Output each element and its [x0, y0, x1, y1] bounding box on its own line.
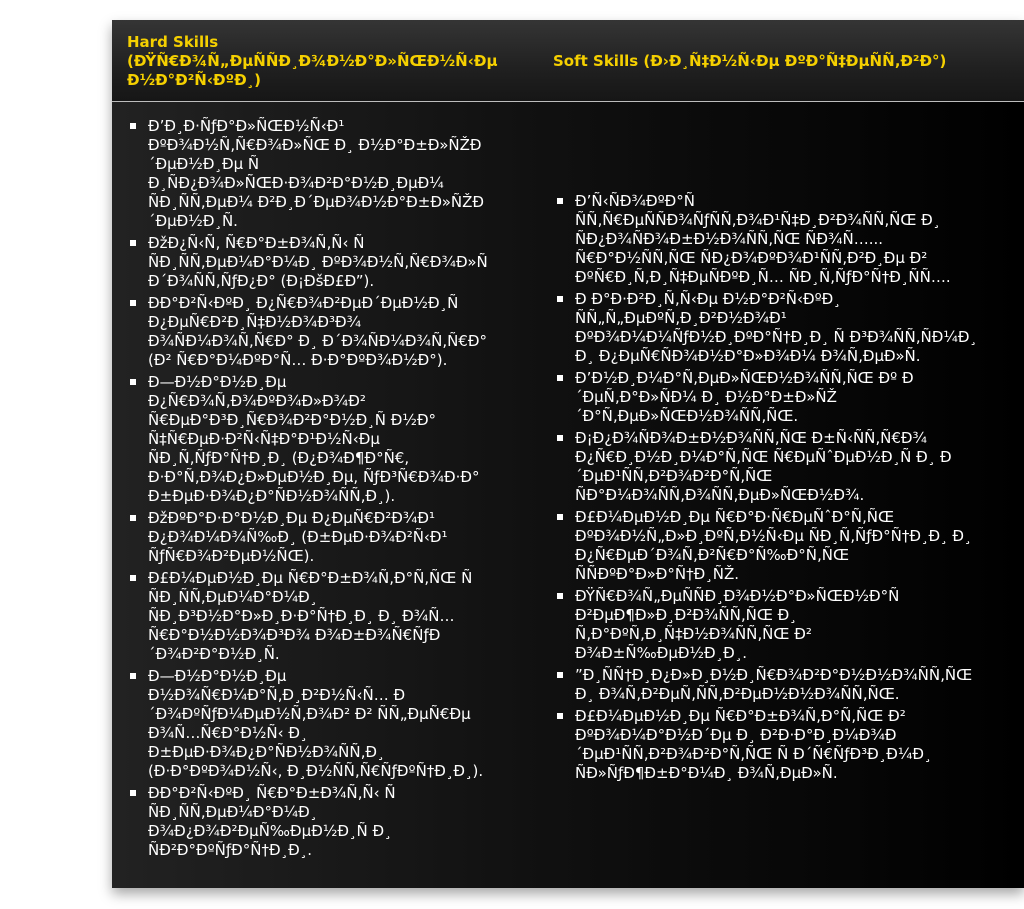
- list-item-text: Ð’Ð¸Ð·ÑƒÐ°Ð»ÑŒÐ½Ñ‹Ð¹ ÐºÐ¾Ð½Ñ‚Ñ€Ð¾Ð»ÑŒ Ð¸ Ð½Ð°Ð±Ð»ÑŽÐ ´ÐµÐ½Ð¸Ðµ Ñ Ð¸ÑÐ¿Ð¾Ð»ÑŒÐ·Ð¾Ð²Ð°Ð½Ð¸ÐµÐ¼ ÑÐ¸ÑÑ‚ÐµÐ¼ Ð²Ð¸Ð´ÐµÐ¾Ð½Ð°Ð±Ð»ÑŽÐ ´ÐµÐ½Ð¸Ñ.: [148, 117, 484, 230]
- list-item-text: Ð’Ñ‹ÑÐ¾ÐºÐ°Ñ ÑÑ‚Ñ€ÐµÑÑÐ¾ÑƒÑÑ‚Ð¾Ð¹Ñ‡Ð¸Ð²Ð¾ÑÑ‚ÑŒ Ð¸ ÑÐ¿Ð¾ÑÐ¾Ð±Ð½Ð¾ÑÑ‚ÑŒ ÑÐ¾Ñ…... Ñ€Ð°Ð½ÑÑ‚ÑŒ ÑÐ¿Ð¾ÐºÐ¾Ð¹ÑÑ‚Ð²Ð¸Ðµ Ð² ÐºÑ€Ð¸Ñ‚Ð¸Ñ‡ÐµÑÐºÐ¸Ñ… ÑÐ¸Ñ‚ÑƒÐ°Ñ†Ð¸ÑÑ….: [575, 192, 951, 286]
- list-item-text: Ð£Ð¼ÐµÐ½Ð¸Ðµ Ñ€Ð°Ð·Ñ€ÐµÑˆÐ°Ñ‚ÑŒ ÐºÐ¾Ð½Ñ„Ð»Ð¸ÐºÑ‚Ð½Ñ‹Ðµ ÑÐ¸Ñ‚ÑƒÐ°Ñ†Ð¸Ð¸ Ð¸ Ð¿Ñ€ÐµÐ´Ð¾Ñ‚Ð²Ñ€Ð°Ñ‰Ð°Ñ‚ÑŒ ÑÑÐºÐ°Ð»Ð°Ñ†Ð¸ÑŽ.: [575, 508, 972, 583]
- bullet-icon: [130, 240, 136, 246]
- bullet-icon: [130, 379, 136, 385]
- list-item: [556, 192, 1016, 287]
- list-item: [129, 117, 519, 231]
- list-item-text: Ð£Ð¼ÐµÐ½Ð¸Ðµ Ñ€Ð°Ð±Ð¾Ñ‚Ð°Ñ‚ÑŒ Ð² ÐºÐ¾Ð¼Ð°Ð½Ð´Ðµ Ð¸ Ð²Ð·Ð°Ð¸Ð¼Ð¾Ð ´ÐµÐ¹ÑÑ‚Ð²Ð¾Ð²Ð°Ñ‚ÑŒ Ñ Ð´Ñ€ÑƒÐ³Ð¸Ð¼Ð¸ ÑÐ»ÑƒÐ¶Ð±Ð°Ð¼Ð¸ Ð¾Ñ‚ÐµÐ»Ñ.: [575, 707, 932, 782]
- list-item: [556, 429, 1016, 505]
- bullet-icon: [557, 296, 563, 302]
- bullet-icon: [130, 300, 136, 306]
- list-item-text: Ð Ð°Ð·Ð²Ð¸Ñ‚Ñ‹Ðµ Ð½Ð°Ð²Ñ‹ÐºÐ¸ ÑÑ„Ñ„ÐµÐºÑ‚Ð¸Ð²Ð½Ð¾Ð¹ ÐºÐ¾Ð¼Ð¼ÑƒÐ½Ð¸ÐºÐ°Ñ†Ð¸Ð¸ Ñ Ð³Ð¾ÑÑ‚ÑÐ¼Ð¸ Ð¸ Ð¿ÐµÑ€ÑÐ¾Ð½Ð°Ð»Ð¾Ð¼ Ð¾Ñ‚ÐµÐ»Ñ.: [575, 290, 978, 365]
- list-item: [129, 234, 519, 291]
- bullet-icon: [557, 435, 563, 441]
- list-item-text: Ð—Ð½Ð°Ð½Ð¸Ðµ Ð¿Ñ€Ð¾Ñ‚Ð¾ÐºÐ¾Ð»Ð¾Ð² Ñ€ÐµÐ°Ð³Ð¸Ñ€Ð¾Ð²Ð°Ð½Ð¸Ñ Ð½Ð° Ñ‡Ñ€ÐµÐ·Ð²Ñ‹Ñ‡Ð°Ð¹Ð½Ñ‹Ðµ ÑÐ¸Ñ‚ÑƒÐ°Ñ†Ð¸Ð¸ (Ð¿Ð¾Ð¶Ð°Ñ€, Ð·Ð°Ñ‚Ð¾Ð¿Ð»ÐµÐ½Ð¸Ðµ, ÑƒÐ³Ñ€Ð¾Ð·Ð° Ð±ÐµÐ·Ð¾Ð¿Ð°ÑÐ½Ð¾ÑÑ‚Ð¸).: [148, 373, 480, 505]
- list-item: [556, 369, 1016, 426]
- list-item: [129, 373, 519, 506]
- bullet-icon: [557, 672, 563, 678]
- list-item-text: Ð¡Ð¿Ð¾ÑÐ¾Ð±Ð½Ð¾ÑÑ‚ÑŒ Ð±Ñ‹ÑÑ‚Ñ€Ð¾ Ð¿Ñ€Ð¸Ð½Ð¸Ð¼Ð°Ñ‚ÑŒ Ñ€ÐµÑˆÐµÐ½Ð¸Ñ Ð¸ Ð ´ÐµÐ¹ÑÑ‚Ð²Ð¾Ð²Ð°Ñ‚ÑŒ ÑÐ°Ð¼Ð¾ÑÑ‚Ð¾ÑÑ‚ÐµÐ»ÑŒÐ½Ð¾.: [575, 429, 952, 504]
- list-item: [556, 290, 1016, 366]
- bullet-icon: [557, 514, 563, 520]
- list-item-text: ÐžÐ¿Ñ‹Ñ‚ Ñ€Ð°Ð±Ð¾Ñ‚Ñ‹ Ñ ÑÐ¸ÑÑ‚ÐµÐ¼Ð°Ð¼Ð¸ ÐºÐ¾Ð½Ñ‚Ñ€Ð¾Ð»Ñ Ð´Ð¾ÑÑ‚ÑƒÐ¿Ð° (Ð¡ÐšÐ£Ð”).: [148, 234, 488, 290]
- hard-skills-header: Hard Skills (ÐŸÑ€Ð¾Ñ„ÐµÑÑÐ¸Ð¾Ð½Ð°Ð»ÑŒÐ½Ñ‹Ðµ Ð½Ð°Ð²Ñ‹ÐºÐ¸): [127, 33, 498, 89]
- bullet-icon: [130, 515, 136, 521]
- table-header: [112, 20, 1024, 102]
- skills-table: [112, 20, 1024, 888]
- bullet-icon: [557, 375, 563, 381]
- soft-skills-list: [556, 192, 1016, 786]
- bullet-icon: [557, 593, 563, 599]
- bullet-icon: [130, 673, 136, 679]
- list-item-text: ÐžÐºÐ°Ð·Ð°Ð½Ð¸Ðµ Ð¿ÐµÑ€Ð²Ð¾Ð¹ Ð¿Ð¾Ð¼Ð¾Ñ‰Ð¸ (Ð±ÐµÐ·Ð¾Ð²Ñ‹Ð¹ ÑƒÑ€Ð¾Ð²ÐµÐ½ÑŒ).: [148, 509, 448, 565]
- bullet-icon: [130, 790, 136, 796]
- list-item-text: Ð’Ð½Ð¸Ð¼Ð°Ñ‚ÐµÐ»ÑŒÐ½Ð¾ÑÑ‚ÑŒ Ðº Ð ´ÐµÑ‚Ð°Ð»ÑÐ¼ Ð¸ Ð½Ð°Ð±Ð»ÑŽ ´Ð°Ñ‚ÐµÐ»ÑŒÐ½Ð¾ÑÑ‚ÑŒ.: [575, 369, 914, 425]
- list-item: [129, 294, 519, 370]
- list-item-text: ÐÐ°Ð²Ñ‹ÐºÐ¸ Ð¿Ñ€Ð¾Ð²ÐµÐ´ÐµÐ½Ð¸Ñ Ð¿ÐµÑ€Ð²Ð¸Ñ‡Ð½Ð¾Ð³Ð¾ Ð¾ÑÐ¼Ð¾Ñ‚Ñ€Ð° Ð¸ Ð´Ð¾ÑÐ¼Ð¾Ñ‚Ñ€Ð° (Ð² Ñ€Ð°Ð¼ÐºÐ°Ñ… Ð·Ð°ÐºÐ¾Ð½Ð°).: [148, 294, 487, 369]
- list-item: [129, 667, 519, 781]
- list-item-text: Ð—Ð½Ð°Ð½Ð¸Ðµ Ð½Ð¾Ñ€Ð¼Ð°Ñ‚Ð¸Ð²Ð½Ñ‹Ñ… Ð ´Ð¾ÐºÑƒÐ¼ÐµÐ½Ñ‚Ð¾Ð² Ð² ÑÑ„ÐµÑ€Ðµ Ð¾Ñ…Ñ€Ð°Ð½Ñ‹ Ð¸ Ð±ÐµÐ·Ð¾Ð¿Ð°ÑÐ½Ð¾ÑÑ‚Ð¸ (Ð·Ð°ÐºÐ¾Ð½Ñ‹, Ð¸Ð½ÑÑ‚Ñ€ÑƒÐºÑ†Ð¸Ð¸).: [148, 667, 484, 780]
- list-item: [556, 666, 1016, 704]
- bullet-icon: [557, 713, 563, 719]
- bullet-icon: [557, 198, 563, 204]
- list-item: [556, 587, 1016, 663]
- soft-skills-header: Soft Skills (Ð›Ð¸Ñ‡Ð½Ñ‹Ðµ ÐºÐ°Ñ‡ÐµÑÑ‚Ð²Ð°): [553, 52, 947, 70]
- list-item: [129, 784, 519, 860]
- list-item-text: ”Ð¸ÑÑ†Ð¸Ð¿Ð»Ð¸Ð½Ð¸Ñ€Ð¾Ð²Ð°Ð½Ð½Ð¾ÑÑ‚ÑŒ Ð¸ Ð¾Ñ‚Ð²ÐµÑ‚ÑÑ‚Ð²ÐµÐ½Ð½Ð¾ÑÑ‚ÑŒ.: [575, 666, 973, 703]
- bullet-icon: [130, 575, 136, 581]
- list-item-text: ÐÐ°Ð²Ñ‹ÐºÐ¸ Ñ€Ð°Ð±Ð¾Ñ‚Ñ‹ Ñ ÑÐ¸ÑÑ‚ÐµÐ¼Ð°Ð¼Ð¸ Ð¾Ð¿Ð¾Ð²ÐµÑ‰ÐµÐ½Ð¸Ñ Ð¸ ÑÐ²Ð°ÐºÑƒÐ°Ñ†Ð¸Ð¸.: [148, 784, 396, 859]
- list-item-text: ÐŸÑ€Ð¾Ñ„ÐµÑÑÐ¸Ð¾Ð½Ð°Ð»ÑŒÐ½Ð°Ñ Ð²ÐµÐ¶Ð»Ð¸Ð²Ð¾ÑÑ‚ÑŒ Ð¸ Ñ‚Ð°ÐºÑ‚Ð¸Ñ‡Ð½Ð¾ÑÑ‚ÑŒ Ð² Ð¾Ð±Ñ‰ÐµÐ½Ð¸Ð¸.: [575, 587, 900, 662]
- hard-skills-list: [129, 117, 519, 863]
- list-item: [556, 508, 1016, 584]
- list-item: [129, 569, 519, 664]
- bullet-icon: [130, 123, 136, 129]
- list-item-text: Ð£Ð¼ÐµÐ½Ð¸Ðµ Ñ€Ð°Ð±Ð¾Ñ‚Ð°Ñ‚ÑŒ Ñ ÑÐ¸ÑÑ‚ÐµÐ¼Ð°Ð¼Ð¸ ÑÐ¸Ð³Ð½Ð°Ð»Ð¸Ð·Ð°Ñ†Ð¸Ð¸ Ð¸ Ð¾Ñ… Ñ€Ð°Ð½Ð½Ð¾Ð³Ð¾ Ð¾Ð±Ð¾Ñ€ÑƒÐ ´Ð¾Ð²Ð°Ð½Ð¸Ñ.: [148, 569, 473, 663]
- list-item: [129, 509, 519, 566]
- list-item: [556, 707, 1016, 783]
